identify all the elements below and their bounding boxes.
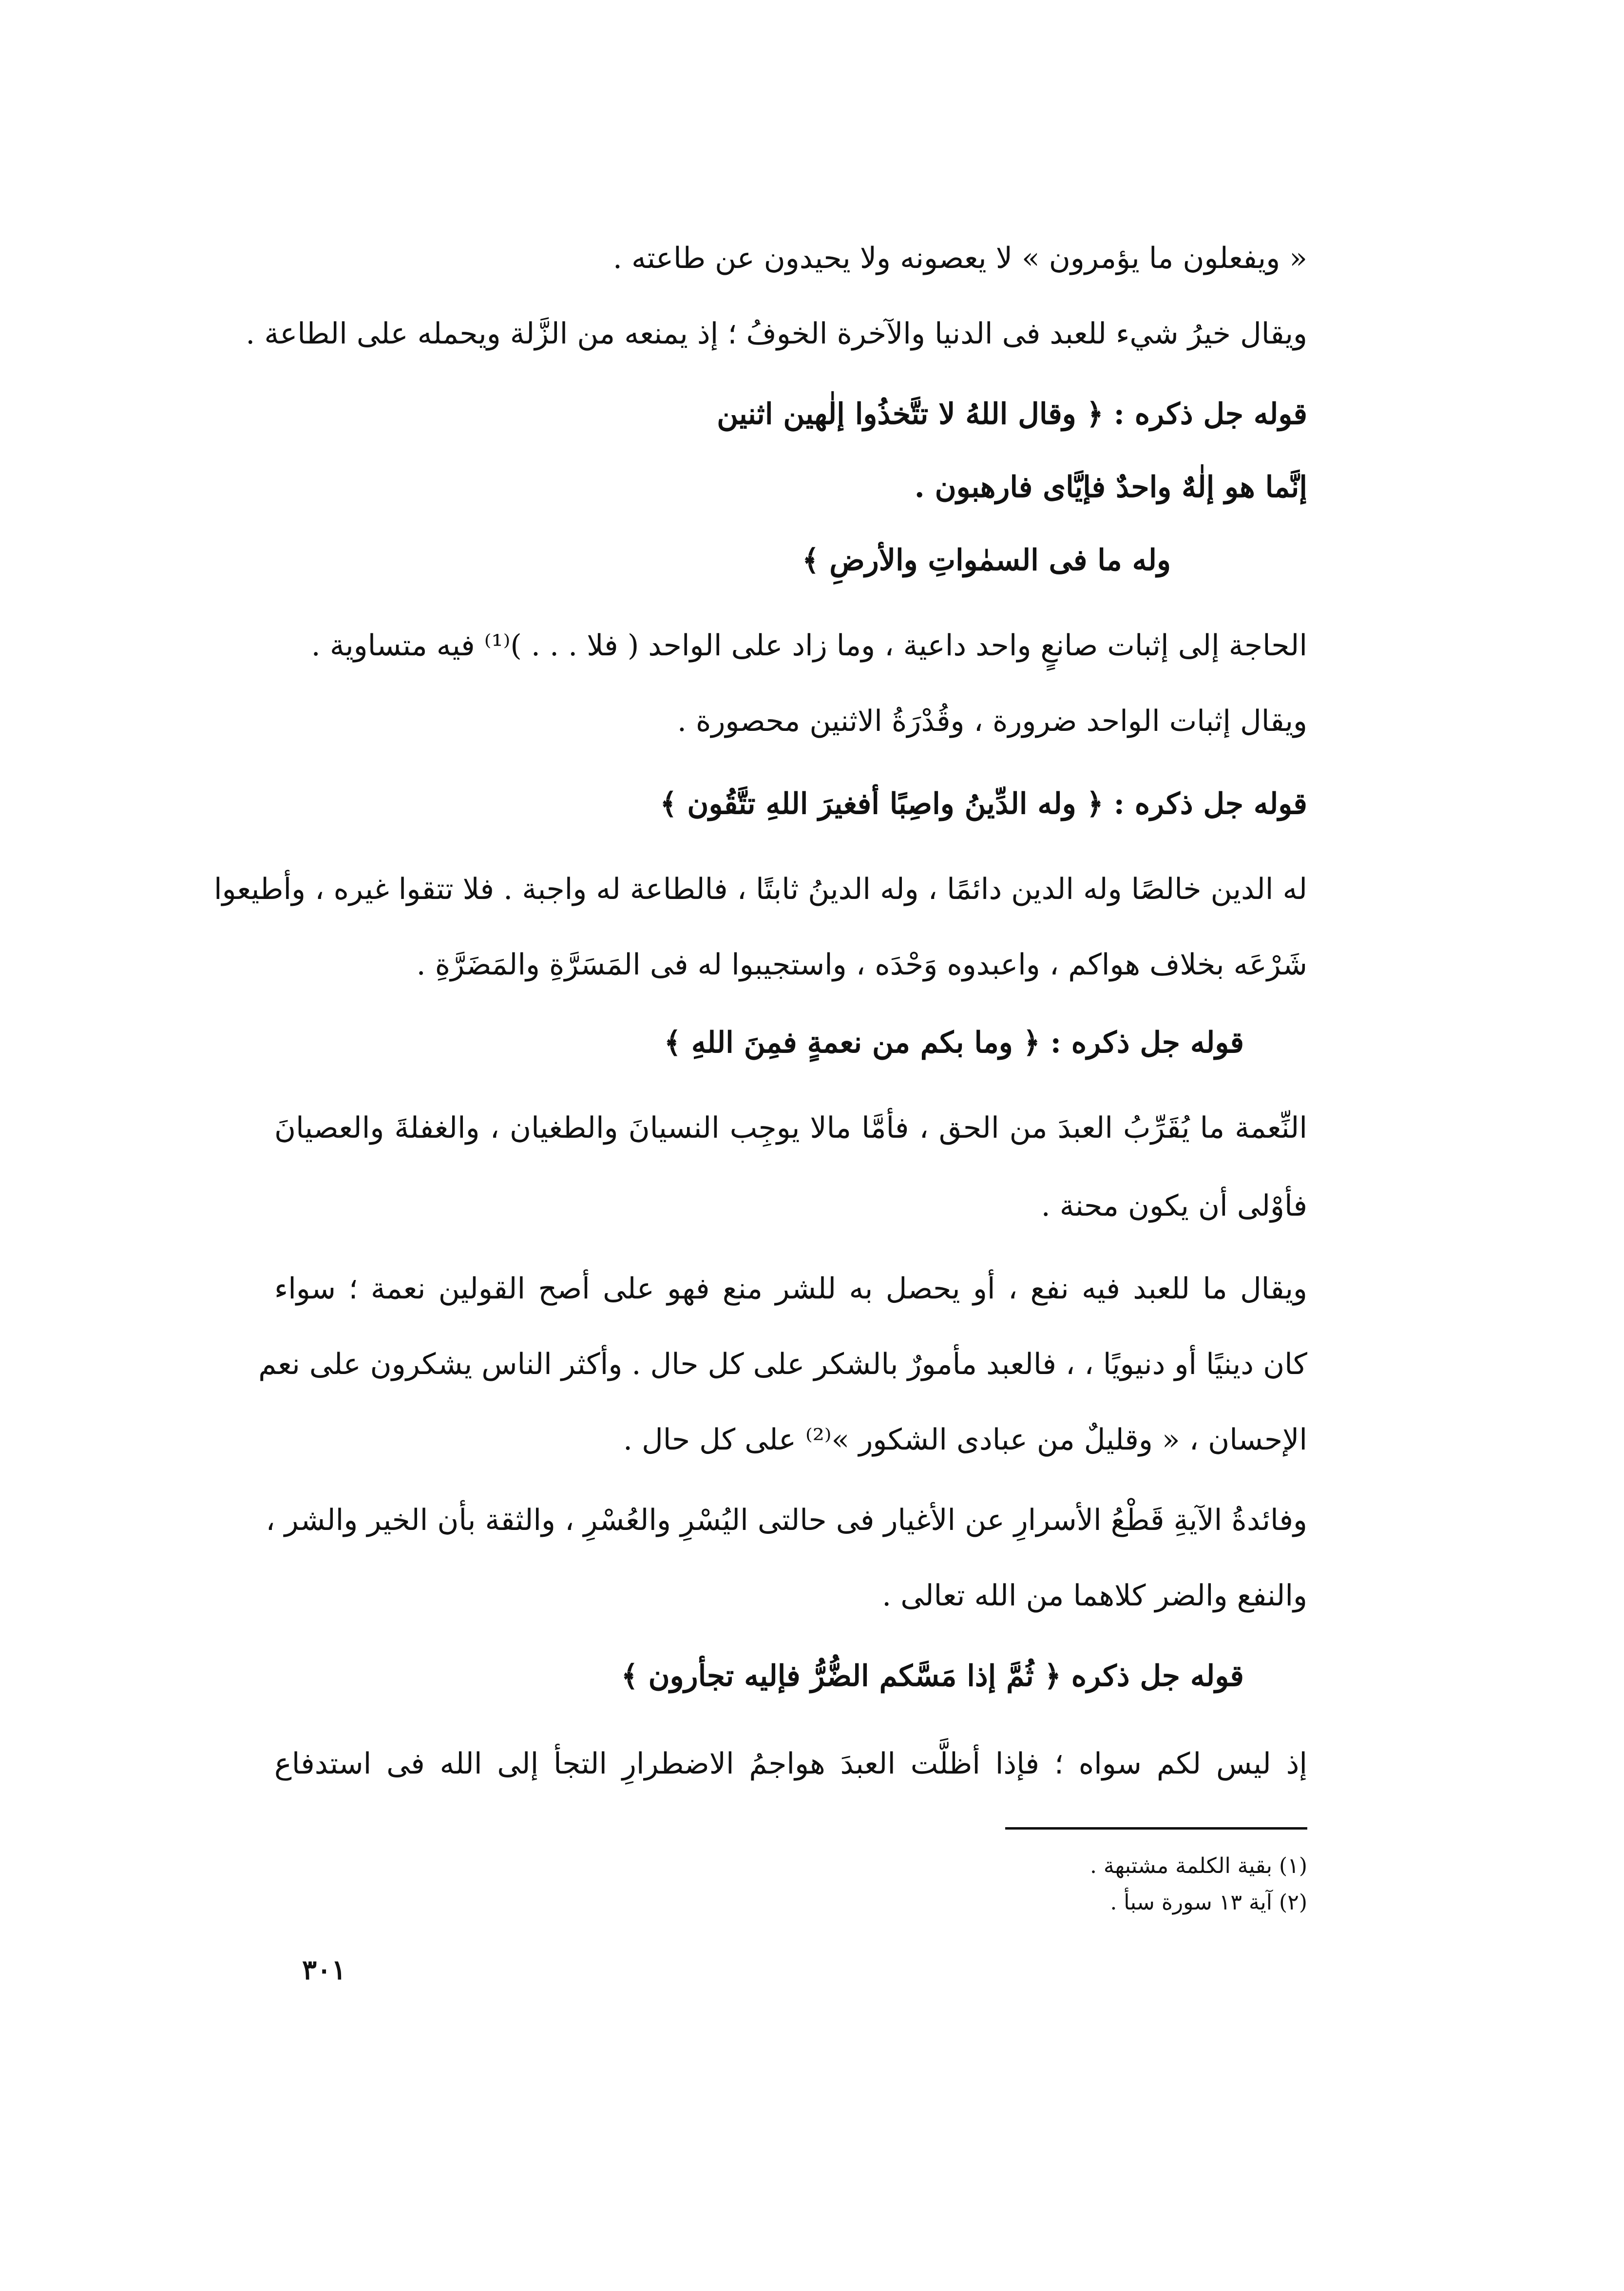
- footnote-separator: [1005, 1827, 1307, 1830]
- text-line-1: « ويفعلون ما يؤمرون » لا يعصونه ولا يحيدون عن طاعته .: [612, 241, 1307, 275]
- text-line: النِّعمة ما يُقَرِّبُ العبدَ من الحق ، فأمَّا مالا يوجِب النسيانَ والطغيان ، والغفلةَ والعصيانَ: [274, 1111, 1307, 1145]
- verse-line: وله ما فى السمٰواتِ والأرضِ ﴾: [802, 543, 1171, 577]
- verse-heading-1: قوله جل ذكره : ﴿ وقال اللهُ لا تتَّخذُوا إلٰهين اثنين: [717, 397, 1307, 431]
- text-line: كان دينيًا أو دنيويًا ، ، فالعبد مأمورٌ بالشكر على كل حال . وأكثر الناس يشكرون على نعم: [258, 1347, 1307, 1381]
- verse-heading-2: قوله جل ذكره : ﴿ وله الدِّينُ واصِبًا أفغيرَ اللهِ تتَّقُون ﴾: [660, 787, 1307, 821]
- text-line: له الدين خالصًا وله الدين دائمًا ، وله الدينُ ثابتًا ، فالطاعة له واجبة . فلا تتقوا غيره ، وأطيعوا: [214, 872, 1307, 906]
- page-number: ٣٠١: [302, 1954, 346, 1986]
- text-line: فأوْلى أن يكون محنة .: [1041, 1189, 1307, 1223]
- verse-heading-3: قوله جل ذكره : ﴿ وما بكم من نعمةٍ فمِنَ اللهِ ﴾: [664, 1026, 1244, 1060]
- text-line: إذ ليس لكم سواه ؛ فإذا أظلَّت العبدَ هواجمُ الاضطرارِ التجأ إلى الله فى استدفاع: [274, 1747, 1307, 1781]
- text-line: ويقال ما للعبد فيه نفع ، أو يحصل به للشر منع فهو على أصح القولين نعمة ؛ سواء: [274, 1272, 1307, 1306]
- verse-line: إنَّما هو إلٰهٌ واحدٌ فإيَّاى فارهبون .: [914, 470, 1307, 504]
- text-line: وفائدةُ الآيةِ قَطْعُ الأسرارِ عن الأغيار فى حالتى اليُسْرِ والعُسْرِ ، والثقة بأن الخير والشر ،: [266, 1503, 1307, 1537]
- footnote-2: (٢) آية ١٣ سورة سبأ .: [1110, 1890, 1307, 1915]
- text-line: ويقال إثبات الواحد ضرورة ، وقُدْرَةُ الاثنين محصورة .: [677, 704, 1307, 738]
- text-line: والنفع والضر كلاهما من الله تعالى .: [882, 1579, 1307, 1613]
- footnote-1: (١) بقية الكلمة مشتبهة .: [1089, 1853, 1307, 1878]
- text-line: الحاجة إلى إثبات صانعٍ واحد داعية ، وما زاد على الواحد ( فلا . . . )⁽¹⁾ فيه متساوية .: [311, 629, 1307, 663]
- text-line-2: ويقال خيرُ شيء للعبد فى الدنيا والآخرة الخوفُ ؛ إذ يمنعه من الزَّلة ويحمله على الطاعة .: [246, 317, 1307, 351]
- text-line: الإحسان ، « وقليلٌ من عبادى الشكور »⁽²⁾ على كل حال .: [623, 1423, 1307, 1457]
- text-line: شَرْعَه بخلاف هواكم ، واعبدوه وَحْدَه ، واستجيبوا له فى المَسَرَّةِ والمَضَرَّةِ .: [416, 948, 1307, 982]
- verse-heading-4: قوله جل ذكره ﴿ ثُمَّ إذا مَسَّكم الضُّرُّ فإليه تجأرون ﴾: [621, 1659, 1244, 1693]
